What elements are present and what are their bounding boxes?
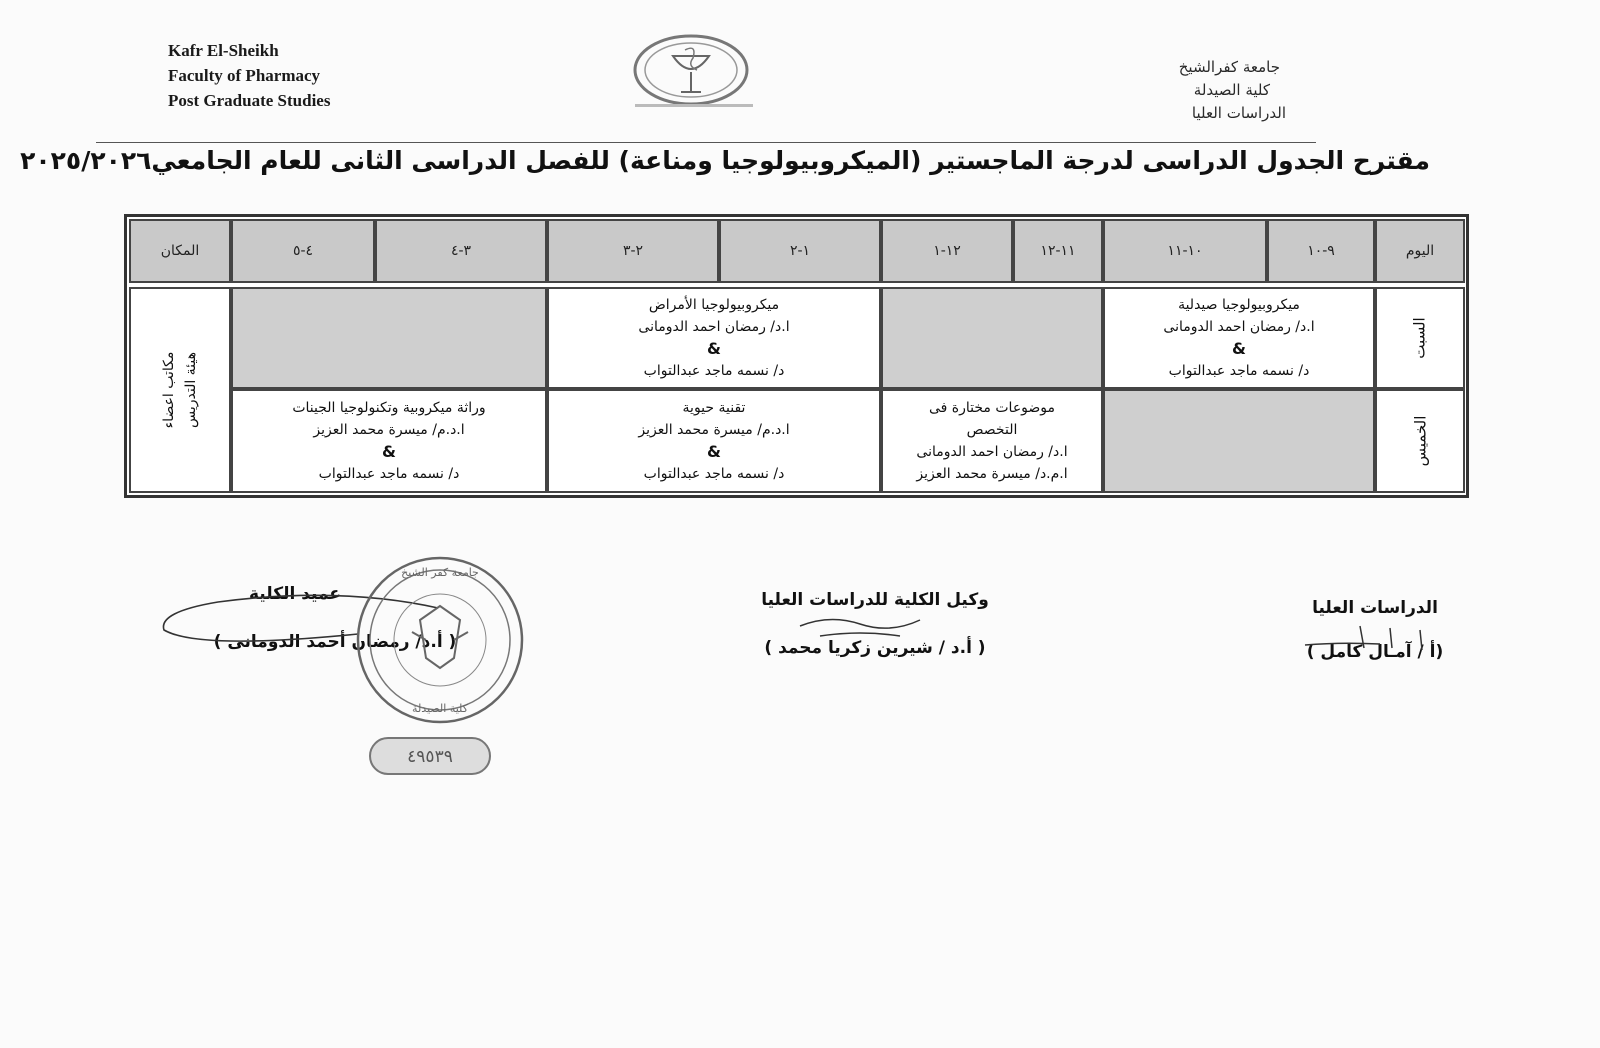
session-line: التخصص <box>966 422 1018 438</box>
session-line: ا.د/ رمضان احمد الدومانى <box>916 444 1068 460</box>
session-line: & <box>707 442 721 461</box>
session-selected-topics <box>881 389 1103 493</box>
day-thursday-label: الخميس <box>1411 415 1429 467</box>
svg-text:كلية الصيدلة: كلية الصيدلة <box>412 702 468 715</box>
header-time-1-2: ١-٢ <box>719 219 881 283</box>
signature-title: الدراسات العليا <box>1312 598 1438 618</box>
header-time-2-3: ٢-٣ <box>547 219 719 283</box>
empty-slot <box>231 287 547 389</box>
session-line: ميكروبيولوجيا صيدلية <box>1178 297 1300 313</box>
place-label: مكاتب اعضاء هيئة التدريس <box>161 351 199 429</box>
day-saturday-label: السبت <box>1411 317 1429 359</box>
faculty-logo-icon <box>633 34 763 118</box>
header-time-11-12: ١١-١٢ <box>1013 219 1103 283</box>
day-thursday <box>1375 389 1465 493</box>
session-line: ميكروبيولوجيا الأمراض <box>648 297 780 313</box>
header-time-10-11: ١٠-١١ <box>1103 219 1267 283</box>
header-en-line-2: Faculty of Pharmacy <box>168 66 321 85</box>
header-ar-line-3: الدراسات العليا <box>1191 104 1286 122</box>
stamp-number: ٤٩٥٣٩ <box>407 747 453 767</box>
session-line: & <box>382 442 396 461</box>
signature-name: ( أ.د / شيرين زكريا محمد ) <box>764 638 986 658</box>
signature-scribble-icon <box>1300 620 1450 660</box>
session-pharmaceutical-microbiology <box>1103 287 1375 389</box>
header-time-12-1: ١٢-١ <box>881 219 1013 283</box>
header-english <box>168 38 330 113</box>
signature-title: وكيل الكلية للدراسات العليا <box>761 590 989 610</box>
header-day: اليوم <box>1375 219 1465 283</box>
svg-text:جامعة كفر الشيخ: جامعة كفر الشيخ <box>401 566 479 579</box>
session-line: ا.د/ رمضان احمد الدومانى <box>1163 319 1315 335</box>
header-divider <box>96 142 1316 143</box>
place-cell <box>129 287 231 493</box>
signature-name: ( أ.د/ رمضان أحمد الدومانى ) <box>213 632 457 652</box>
session-line: & <box>1232 339 1246 358</box>
session-line: موضوعات مختارة فى <box>928 400 1056 416</box>
header-arabic <box>1090 56 1290 125</box>
empty-slot <box>1103 389 1375 493</box>
header-time-9-10: ٩-١٠ <box>1267 219 1375 283</box>
session-line: د/ نسمه ماجد عبدالتواب <box>318 466 460 482</box>
session-line: د/ نسمه ماجد عبدالتواب <box>1168 363 1310 379</box>
session-line: ا.د/ رمضان احمد الدومانى <box>638 319 790 335</box>
signature-title: عميد الكلية <box>249 584 341 604</box>
session-pathogenic-microbiology <box>547 287 881 389</box>
empty-slot <box>881 287 1103 389</box>
session-line: ا.د.م/ ميسرة محمد العزيز <box>638 422 790 438</box>
header-ar-line-2: كلية الصيدلة <box>1193 81 1270 99</box>
session-microbial-genetics <box>231 389 547 493</box>
session-line: & <box>707 339 721 358</box>
schedule-table <box>124 214 1469 498</box>
signature-scribble-icon <box>790 606 940 646</box>
header-time-4-5: ٤-٥ <box>231 219 375 283</box>
session-line: د/ نسمه ماجد عبدالتواب <box>643 466 785 482</box>
session-line: ا.د.م/ ميسرة محمد العزيز <box>313 422 465 438</box>
session-line: وراثة ميكروبية وتكنولوجيا الجينات <box>292 400 486 416</box>
header-en-line-3: Post Graduate Studies <box>168 91 331 110</box>
session-line: تقنية حيوية <box>682 400 746 416</box>
session-biotechnology <box>547 389 881 493</box>
session-line: د/ نسمه ماجد عبدالتواب <box>643 363 785 379</box>
day-saturday <box>1375 287 1465 389</box>
header-place: المكان <box>129 219 231 283</box>
official-stamp-icon <box>350 540 540 790</box>
header-ar-line-1: جامعة كفرالشيخ <box>1178 58 1280 76</box>
signature-name: (أ / آمـال كامل ) <box>1306 642 1444 662</box>
header-time-3-4: ٣-٤ <box>375 219 547 283</box>
header-en-line-1: Kafr El-Sheikh <box>168 41 279 60</box>
session-line: ا.م.د/ ميسرة محمد العزيز <box>916 466 1068 482</box>
page-title: مقترح الجدول الدراسى لدرجة الماجستير (الميكروبيولوجيا ومناعة) للفصل الدراسى الثانى للعام الجامعي٢٠٢٥/٢٠٢٦ <box>20 146 1430 175</box>
